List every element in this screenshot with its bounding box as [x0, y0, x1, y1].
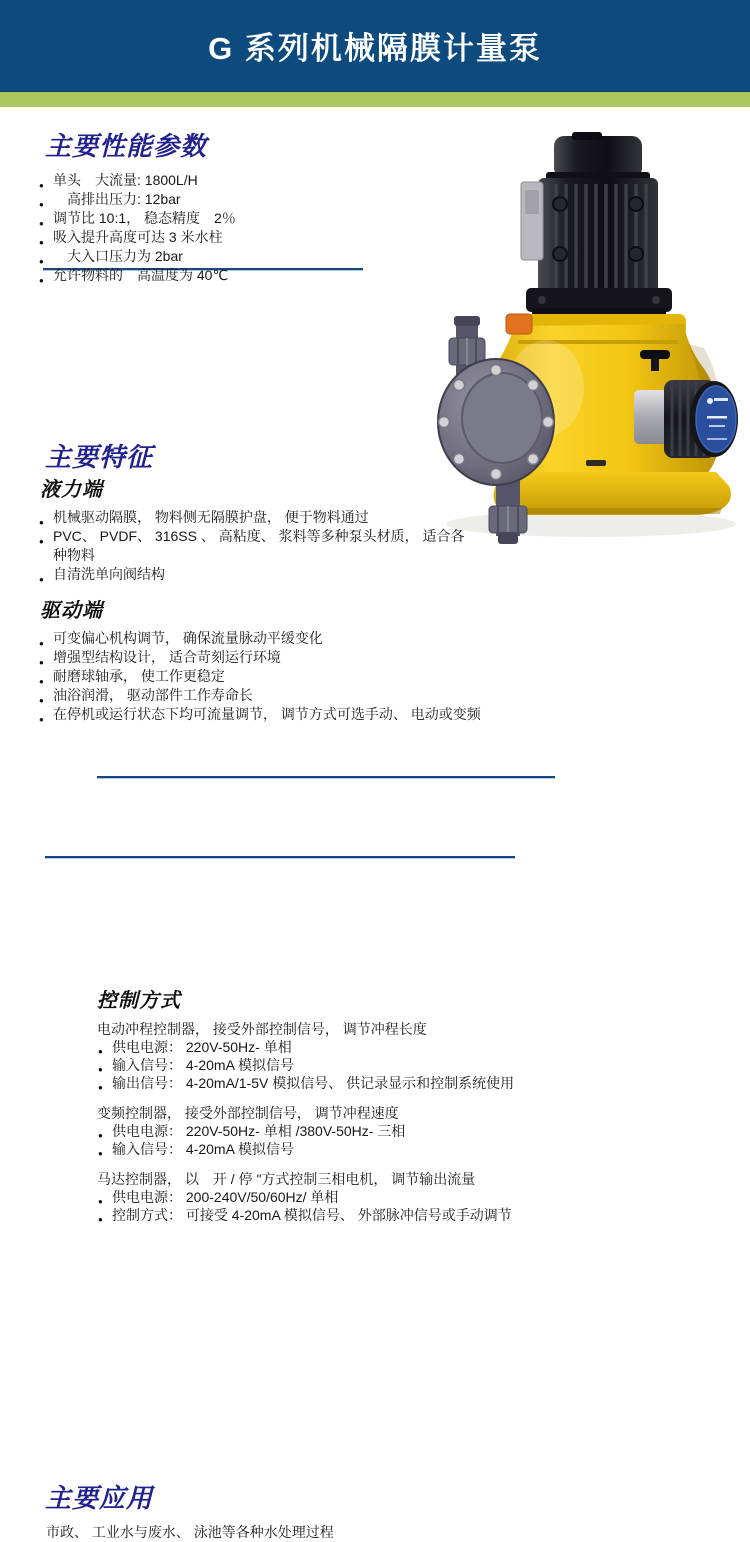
control-group-intro: 变频控制器， 接受外部控制信号， 调节冲程速度: [97, 1105, 399, 1121]
control-group-intro: 电动冲程控制器， 接受外部控制信号， 调节冲程长度: [97, 1021, 427, 1037]
section-performance: [38, 130, 438, 285]
control-group-intro: 马达控制器， 以 开 / 停 "方式控制三相电机， 调节输出流量: [97, 1171, 476, 1187]
feature-item: ● 自清洗单向阀结构: [38, 565, 470, 584]
feature-item: ● 耐磨球轴承， 使工作更稳定: [38, 667, 718, 686]
control-item: ● 输入信号： 4-20mA 模拟信号: [97, 1056, 697, 1074]
drive-end-subheading: 驱动端: [40, 600, 103, 622]
hydraulic-end-subheading: 液力端: [40, 479, 103, 501]
control-group-list: [97, 1122, 697, 1158]
spec-item: ● 允许物料的 高温度为 40℃: [38, 266, 438, 285]
feature-item: ● 油浴润滑， 驱动部件工作寿命长: [38, 686, 718, 705]
control-item: ● 供电电源： 200-240V/50/60Hz/ 单相: [97, 1188, 697, 1206]
spec-item: ● 调节比 10:1， 稳态精度 2％: [38, 209, 438, 228]
section-divider: [45, 856, 515, 859]
spec-item: ● 单头 大流量: 1800L/H: [38, 171, 438, 190]
drive-end-list: [38, 629, 718, 724]
control-group-stroke-controller: [97, 1020, 697, 1092]
performance-heading: 主要性能参数: [45, 131, 208, 161]
header-band: [0, 0, 750, 91]
section-applications: [38, 1482, 638, 1542]
section-features: [38, 441, 718, 724]
control-group-list: [97, 1188, 697, 1224]
features-heading: 主要特征: [45, 442, 154, 472]
control-group-list: [97, 1038, 697, 1092]
header-accent-stripe: [0, 91, 750, 107]
feature-item: ● 机械驱动隔膜， 物料侧无隔膜护盘， 便于物料通过: [38, 508, 470, 527]
hydraulic-end-list: [38, 508, 470, 584]
control-subheading: 控制方式: [97, 990, 181, 1012]
feature-item: ● 可变偏心机构调节， 确保流量脉动平缓变化: [38, 629, 718, 648]
applications-text: 市政、 工业水与废水、 泳池等各种水处理过程: [46, 1524, 334, 1540]
section-control: [97, 988, 697, 1224]
control-item: ● 输入信号： 4-20mA 模拟信号: [97, 1140, 697, 1158]
spec-item: ● 高排出压力: 12bar: [38, 190, 438, 209]
control-item: ● 控制方式： 可接受 4-20mA 模拟信号、 外部脉冲信号或手动调节: [97, 1206, 697, 1224]
page-title: G 系列机械隔膜计量泵: [208, 31, 542, 66]
control-item: ● 供电电源： 220V-50Hz- 单相 /380V-50Hz- 三相: [97, 1122, 697, 1140]
feature-item: ● 在停机或运行状态下均可流量调节， 调节方式可选手动、 电动或变频: [38, 705, 718, 724]
spec-item: ● 大入口压力为 2bar: [38, 247, 438, 266]
applications-heading: 主要应用: [45, 1483, 154, 1513]
spec-item: ● 吸入提升高度可达 3 米水柱: [38, 228, 438, 247]
performance-list: [38, 171, 438, 285]
section-divider: [97, 776, 555, 779]
control-group-vfd-controller: [97, 1104, 697, 1158]
feature-item: ● PVC、 PVDF、 316SS 、 高粘度、 浆料等多种泵头材质， 适合各种物料: [38, 527, 470, 565]
control-group-motor-controller: [97, 1170, 697, 1224]
feature-item: ● 增强型结构设计， 适合苛刻运行环境: [38, 648, 718, 667]
control-item: ● 供电电源： 220V-50Hz- 单相: [97, 1038, 697, 1056]
control-item: ● 输出信号： 4-20mA/1-5V 模拟信号、 供记录显示和控制系统使用: [97, 1074, 697, 1092]
